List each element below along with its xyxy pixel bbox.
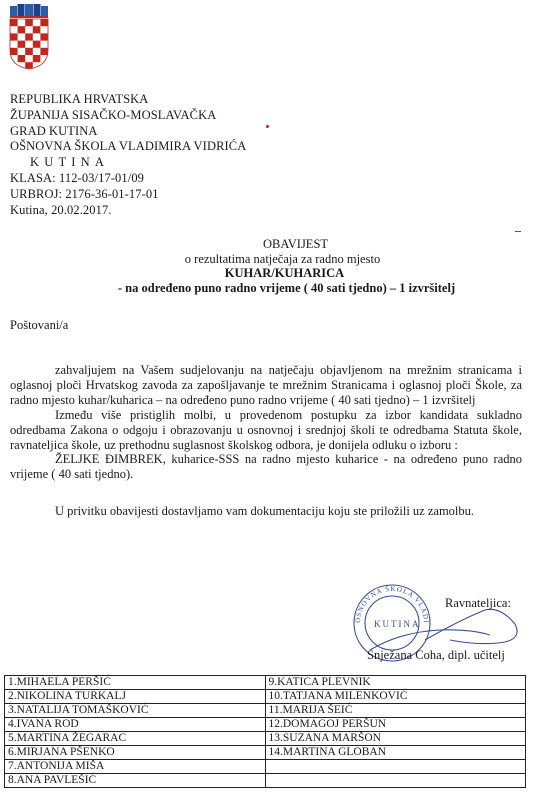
stamp-center-text: KUTINA — [374, 619, 421, 629]
candidate-cell: 3.NATALIJA TOMAŠKOVIĆ — [5, 704, 266, 718]
table-row — [5, 676, 526, 690]
table-row — [5, 690, 526, 704]
table-row — [5, 704, 526, 718]
candidate-cell: 2.NIKOLINA TURKALJ — [5, 690, 266, 704]
registry-number: URBROJ: 2176-36-01-17-01 — [10, 186, 159, 201]
scan-mark — [515, 231, 521, 232]
signatory-name: Snježana Coha, dipl. učitelj — [367, 648, 505, 662]
stamp-ring-text: OSNOVNA ŠKOLA VLADI — [353, 584, 431, 624]
candidate-cell: 8.ANA PAVLEŠIĆ — [5, 774, 266, 788]
greeting: Poštovani/a — [10, 318, 69, 332]
ink-mark — [266, 125, 269, 128]
table-row — [5, 718, 526, 732]
letter-body — [10, 363, 522, 519]
letterhead-county: ŽUPANIJA SISAČKO-MOSLAVAČKA — [10, 107, 217, 122]
crown-icon — [10, 4, 48, 18]
table-row — [5, 774, 526, 788]
letterhead-town: KUTINA — [30, 155, 110, 170]
paragraph-attachments: U privitku obavijesti dostavljamo vam dokumentaciju koju ste priložili uz zamolbu. — [55, 504, 475, 519]
candidate-cell: 10.TATJANA MILENKOVIĆ — [265, 690, 526, 704]
candidate-cell — [265, 760, 526, 774]
candidates-table — [4, 675, 526, 788]
letterhead-city: GRAD KUTINA — [10, 123, 98, 138]
notice-title — [0, 237, 533, 295]
candidate-cell: 12.DOMAGOJ PERŠUN — [265, 718, 526, 732]
candidate-cell: 14.MARTINA GLOBAN — [265, 746, 526, 760]
table-row — [5, 732, 526, 746]
job-position: KUHAR/KUHARICA — [224, 266, 345, 281]
candidate-cell: 13.SUZANA MARŠON — [265, 732, 526, 746]
candidate-cell: 6.MIRJANA PŠENKO — [5, 746, 266, 760]
croatian-coat-of-arms — [9, 4, 49, 70]
letterhead-country: REPUBLIKA HRVATSKA — [10, 92, 149, 106]
candidate-cell: 9.KATICA PLEVNIK — [265, 676, 526, 690]
signature-label: Ravnateljica: — [445, 596, 511, 610]
candidate-cell: 7.ANTONIJA MIŠA — [5, 760, 266, 774]
notice-subtitle: o rezultatima natječaja za radno mjesto — [184, 251, 381, 266]
candidate-cell: 11.MARIJA ŠEIĆ — [265, 704, 526, 718]
table-row — [5, 760, 526, 774]
letterhead-school: OŠNOVNA ŠKOLA VLADIMIRA VIDRIĆA — [10, 139, 247, 154]
candidate-cell: 1.MIHAELA PERŠIĆ — [5, 676, 266, 690]
paragraph-selected-candidate: ŽELJKE ĐIMBREK, kuharice-SSS na radno mjesto kuharice - na određeno puno radno vrijeme ( 40 sati tjedno). — [10, 452, 522, 482]
letterhead — [10, 92, 246, 218]
candidate-cell — [265, 774, 526, 788]
paragraph-selection: Između više pristiglih molbi, u provedenom postupku za izbor kandidata sukladno odredbama Zakona o odgoju i obrazovanju u osnovnoj i srednjoj školi te odredbama Statuta škole, ravnateljica škole, uz prethodnu suglasnost školskog odbora, je donijela odluku o izboru : — [10, 407, 522, 452]
job-terms: - na određeno puno radno vrijeme ( 40 sati tjedno) – 1 izvršitelj — [117, 280, 456, 295]
candidate-cell: 5.MARTINA ŽEGARAC — [5, 732, 266, 746]
table-row — [5, 746, 526, 760]
paragraph-thanks: zahvaljujem na Vašem sudjelovanju na natječaju objavljenom na mrežnim stranicama i oglasnoj ploči Hrvatskog zavoda za zapošljavanje te mrežnim Stranicama i oglasnoj ploči Škole, za radno mjesto kuhar/kuharica – na određeno puno radno vrijeme ( 40 sati tjedno) – 1 izvršitelj — [10, 363, 522, 407]
class-number: KLASA: 112-03/17-01/09 — [10, 170, 145, 185]
notice-heading: OBAVIJEST — [262, 237, 329, 251]
candidate-cell: 4.IVANA ROD — [5, 718, 266, 732]
document-date: Kutina, 20.02.2017. — [10, 202, 112, 217]
